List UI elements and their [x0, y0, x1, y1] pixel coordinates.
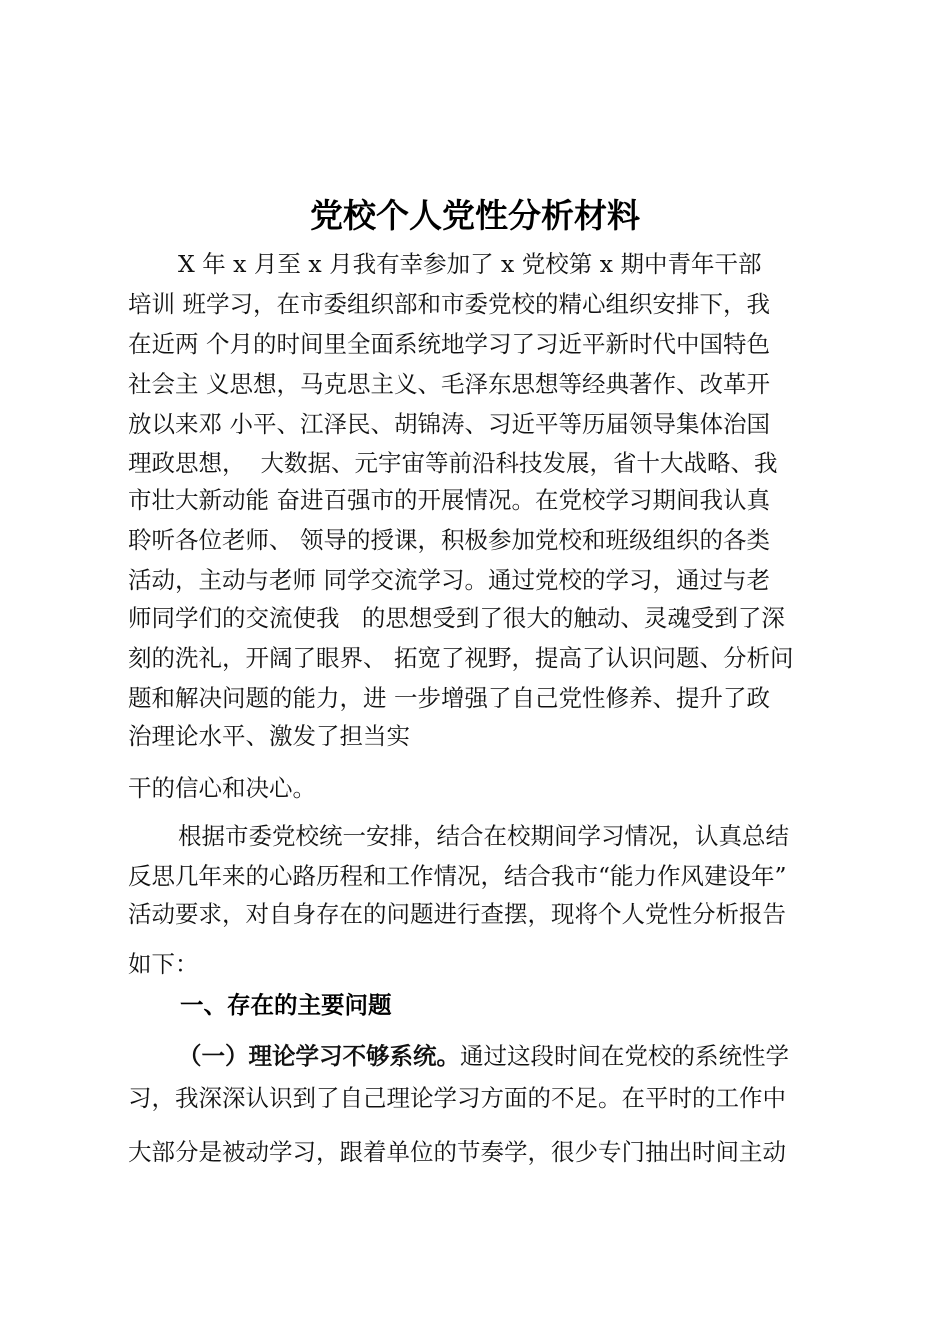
paragraph-line: 治理论水平、激发了担当实: [128, 722, 410, 750]
paragraph-line: 师同学们的交流使我 的思想受到了很大的触动、灵魂受到了深: [128, 604, 785, 632]
paragraph-line: 社会主 义思想，马克思主义、毛泽东思想等经典著作、改革开: [128, 370, 770, 398]
subsection-line: [178, 1036, 789, 1076]
paragraph-line: 活动，主动与老师 同学交流学习。通过党校的学习，通过与老: [128, 566, 770, 594]
paragraph-line: 习，我深深认识到了自己理论学习方面的不足。在平时的工作中: [128, 1084, 786, 1112]
paragraph-line: 刻的洗礼，开阔了眼界、 拓宽了视野，提高了认识问题、分析问: [128, 644, 794, 672]
paragraph-line: 在近两 个月的时间里全面系统地学习了习近平新时代中国特色: [128, 330, 770, 358]
subsection-label: （一）理论学习不够系统。: [178, 1042, 460, 1070]
subsection-text: 通过这段时间在党校的系统性学: [460, 1042, 789, 1070]
paragraph-line: 聆听各位老师、 领导的授课，积极参加党校和班级组织的各类: [128, 526, 770, 554]
paragraph-line: 活动要求，对自身存在的问题进行查摆，现将个人党性分析报告: [128, 900, 786, 928]
paragraph-line: 大部分是被动学习，跟着单位的节奏学，很少专门抽出时间主动: [128, 1138, 786, 1166]
paragraph-line: 根据市委党校统一安排，结合在校期间学习情况，认真总结: [178, 822, 789, 850]
paragraph-line: 反思几年来的心路历程和工作情况，结合我市“能力作风建设年”: [128, 862, 787, 890]
paragraph-line: 如下：: [128, 950, 199, 978]
paragraph-line: 培训 班学习，在市委组织部和市委党校的精心组织安排下，我: [128, 290, 770, 318]
paragraph-line: X 年 x 月至 x 月我有幸参加了 x 党校第 x 期中青年干部: [178, 250, 762, 278]
paragraph-line: 放以来邓 小平、江泽民、胡锦涛、习近平等历届领导集体治国: [128, 410, 770, 438]
paragraph-line: 理政思想， 大数据、元宇宙等前沿科技发展，省十大战略、我: [128, 449, 778, 477]
paragraph-line: 市壮大新动能 奋进百强市的开展情况。在党校学习期间我认真: [128, 486, 770, 514]
document-title: 党校个人党性分析材料: [310, 196, 640, 235]
paragraph-line: 题和解决问题的能力，进 一步增强了自己党性修养、提升了政: [128, 684, 770, 712]
section-heading: 一、存在的主要问题: [180, 991, 392, 1019]
paragraph-line: 干的信心和决心。: [128, 774, 316, 802]
